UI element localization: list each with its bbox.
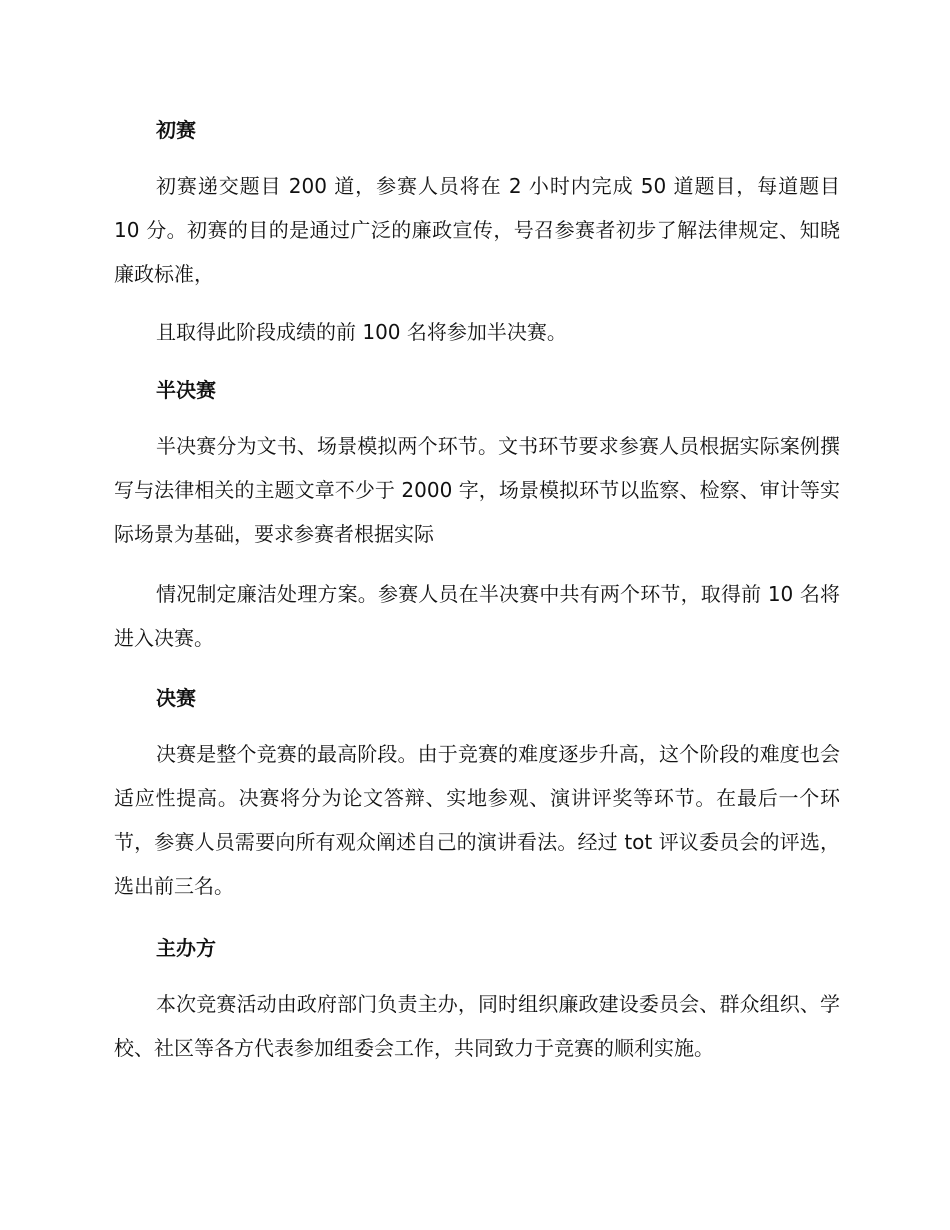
section-semifinal-body (114, 424, 840, 556)
section-final (114, 684, 840, 712)
section-heading: 半决赛 (156, 378, 216, 402)
section-preliminary (114, 116, 840, 144)
paragraph: 初赛递交题目 200 道，参赛人员将在 2 小时内完成 50 道题目，每道题目 10 分。初赛的目的是通过广泛的廉政宣传，号召参赛者初步了解法律规定、知晓廉政标准， (114, 174, 840, 286)
section-semifinal-body-2 (114, 572, 840, 660)
section-final-body (114, 732, 840, 908)
paragraph: 本次竞赛活动由政府部门负责主办，同时组织廉政建设委员会、群众组织、学校、社区等各方代表参加组委会工作，共同致力于竞赛的顺利实施。 (114, 992, 840, 1060)
section-semifinal (114, 376, 840, 404)
paragraph: 半决赛分为文书、场景模拟两个环节。文书环节要求参赛人员根据实际案例撰写与法律相关的主题文章不少于 2000 字，场景模拟环节以监察、检察、审计等实际场景为基础，要求参赛者根据实际 (114, 434, 840, 546)
section-heading: 初赛 (156, 118, 196, 142)
section-heading: 主办方 (156, 936, 216, 960)
paragraph: 且取得此阶段成绩的前 100 名将参加半决赛。 (156, 320, 567, 344)
paragraph: 情况制定廉洁处理方案。参赛人员在半决赛中共有两个环节，取得前 10 名将进入决赛。 (114, 582, 840, 650)
section-heading: 决赛 (156, 686, 196, 710)
section-preliminary-body (114, 164, 840, 296)
section-organizer (114, 934, 840, 962)
paragraph: 决赛是整个竞赛的最高阶段。由于竞赛的难度逐步升高，这个阶段的难度也会适应性提高。决赛将分为论文答辩、实地参观、演讲评奖等环节。在最后一个环节，参赛人员需要向所有观众阐述自己的演讲看法。经过 tot 评议委员会的评选，选出前三名。 (114, 742, 840, 898)
section-organizer-body (114, 982, 840, 1070)
section-preliminary-body-2 (114, 310, 840, 354)
